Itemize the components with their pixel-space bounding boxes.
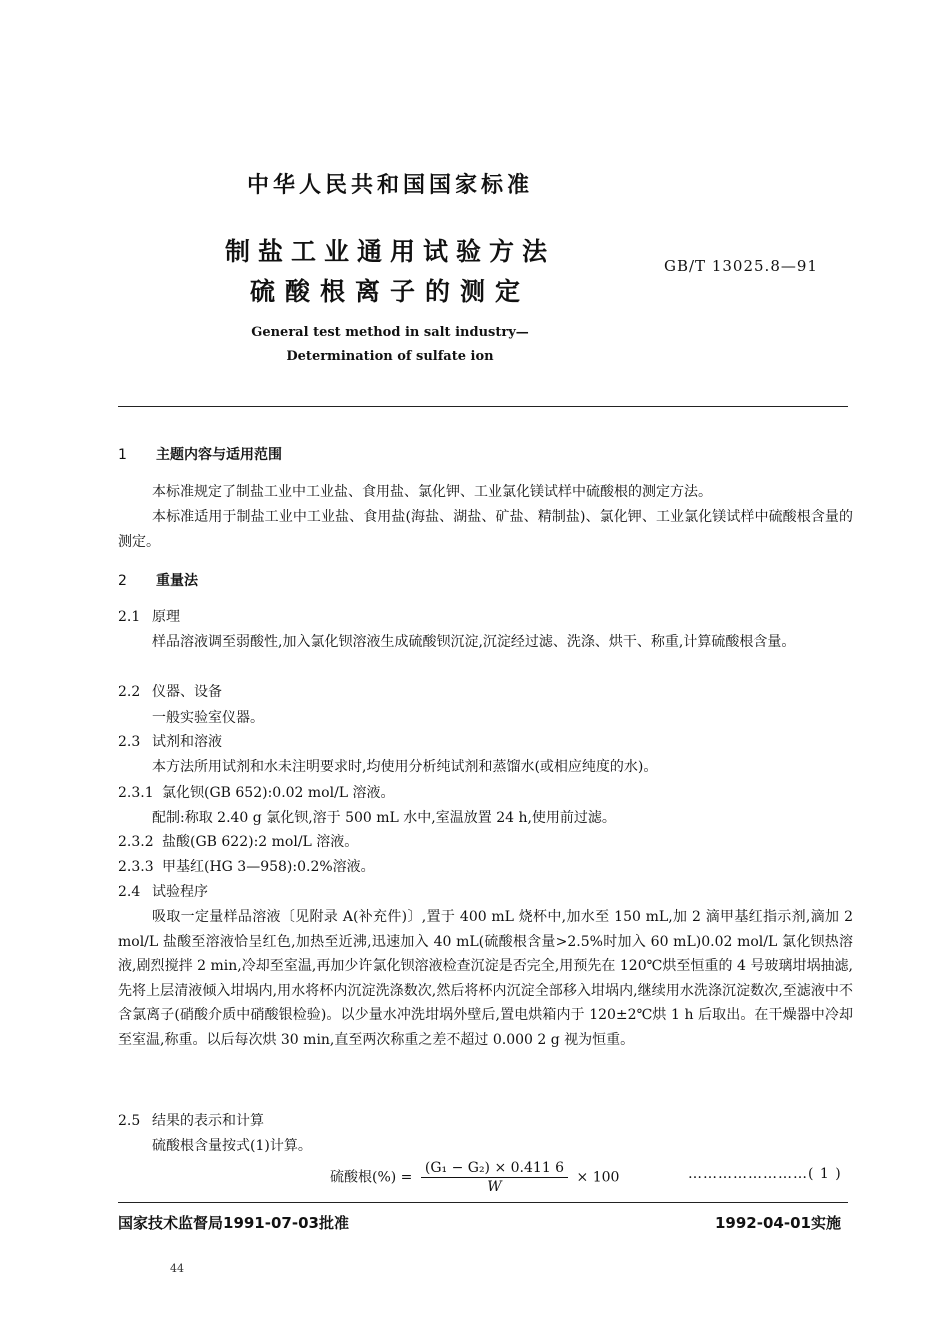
approval-date: 国家技术监督局1991-07-03批准	[118, 1214, 349, 1232]
implementation-date: 1992-04-01实施	[715, 1214, 841, 1232]
subsection-2-1-heading	[118, 606, 180, 626]
header-divider	[118, 406, 848, 407]
subsection-title: 试验程序	[152, 884, 208, 900]
english-title-line-1: General test method in salt industry—	[251, 325, 529, 340]
subsection-title: 原理	[152, 609, 180, 625]
section-1-para-2: 本标准适用于制盐工业中工业盐、食用盐(海盐、湖盐、矿盐、精制盐)、氯化钾、工业氯化镁试样中硫酸根含量的测定。	[118, 509, 853, 550]
subsection-2-3-1-preparation: 配制:称取 2.40 g 氯化钡,溶于 500 mL 水中,室温放置 24 h,使用前过滤。	[152, 810, 616, 826]
page-number: 44	[170, 1262, 184, 1275]
subsection-number: 2.5	[118, 1113, 141, 1129]
section-title: 主题内容与适用范围	[156, 447, 282, 463]
subsection-number: 2.4	[118, 884, 141, 900]
section-title: 重量法	[156, 573, 198, 589]
section-number: 2	[118, 573, 127, 589]
subsection-title: 试剂和溶液	[152, 734, 222, 750]
footer-divider	[118, 1202, 848, 1203]
standard-code: GB/T 13025.8—91	[664, 257, 818, 275]
subsection-number: 2.3.2	[118, 834, 154, 850]
subsection-title: 仪器、设备	[152, 684, 222, 700]
subsection-2-3-2	[118, 831, 358, 851]
formula-lhs: 硫酸根(%) =	[330, 1169, 413, 1186]
subsection-title: 结果的表示和计算	[152, 1113, 264, 1129]
section-1-heading	[118, 444, 282, 464]
title-line-2: 硫酸根离子的测定	[249, 277, 530, 306]
subsection-number: 2.1	[118, 609, 141, 625]
subsection-number: 2.3	[118, 734, 141, 750]
subsection-2-4-heading	[118, 881, 208, 901]
formula-numerator: (G₁ − G₂) × 0.411 6	[421, 1160, 568, 1178]
title-line-1: 制盐工业通用试验方法	[224, 237, 555, 266]
subsection-2-4-text: 吸取一定量样品溶液〔见附录 A(补充件)〕,置于 400 mL 烧杯中,加水至 150 mL,加 2 滴甲基红指示剂,滴加 2 mol/L 盐酸至溶液恰呈红色,加热至近沸,迅速加入 40 mL(硫酸根含量>2.5%时加入 60 mL)0.02 mol/L 氯化钡热溶液,剧烈搅拌 2 min,冷却至室温,再加少许氯化钡溶液检查沉淀是否完全,用预先在 120℃烘至恒重的 4 号玻璃坩埚抽滤,先将上层清液倾入坩埚内,用水将杯内沉淀洗涤数次,然后将杯内沉淀全部移入坩埚内,继续用水洗涤沉淀数次,至滤液中不含氯离子(硝酸介质中硝酸银检验)。以少量水冲洗坩埚外壁后,置电烘箱内于 120±2℃烘 1 h 后取出。在干燥器中冷却至室温,称重。以后每次烘 30 min,直至两次称重之差不超过 0.000 2 g 视为恒重。	[118, 909, 853, 1048]
formula-rhs: × 100	[576, 1169, 620, 1186]
subsection-number: 2.2	[118, 684, 141, 700]
subsection-number: 2.3.1	[118, 785, 154, 801]
subsection-2-3-text: 本方法所用试剂和水未注明要求时,均使用分析纯试剂和蒸馏水(或相应纯度的水)。	[152, 759, 658, 775]
subsection-2-2-text: 一般实验室仪器。	[152, 710, 264, 726]
subsection-2-5-text: 硫酸根含量按式(1)计算。	[152, 1138, 312, 1154]
section-number: 1	[118, 447, 127, 463]
subsection-2-5-heading	[118, 1110, 264, 1130]
section-2-heading	[118, 570, 198, 590]
subsection-text: 氯化钡(GB 652):0.02 mol/L 溶液。	[162, 785, 395, 801]
subsection-2-2-heading	[118, 681, 222, 701]
section-1-para-1: 本标准规定了制盐工业中工业盐、食用盐、氯化钾、工业氯化镁试样中硫酸根的测定方法。	[152, 484, 712, 500]
national-standard-heading: 中华人民共和国国家标准	[246, 173, 533, 198]
subsection-2-1-text: 样品溶液调至弱酸性,加入氯化钡溶液生成硫酸钡沉淀,沉淀经过滤、洗涤、烘干、称重,计算硫酸根含量。	[152, 634, 796, 650]
subsection-2-3-heading	[118, 731, 222, 751]
formula-1	[330, 1160, 619, 1195]
formula-denominator: W	[487, 1179, 502, 1195]
subsection-text: 盐酸(GB 622):2 mol/L 溶液。	[162, 834, 359, 850]
subsection-number: 2.3.3	[118, 859, 154, 875]
equation-number: ……………………( 1 )	[688, 1166, 842, 1182]
formula-fraction	[421, 1160, 568, 1195]
subsection-2-3-1	[118, 782, 395, 802]
subsection-2-3-3	[118, 856, 375, 876]
subsection-text: 甲基红(HG 3—958):0.2%溶液。	[162, 859, 375, 875]
english-title-line-2: Determination of sulfate ion	[286, 349, 494, 364]
